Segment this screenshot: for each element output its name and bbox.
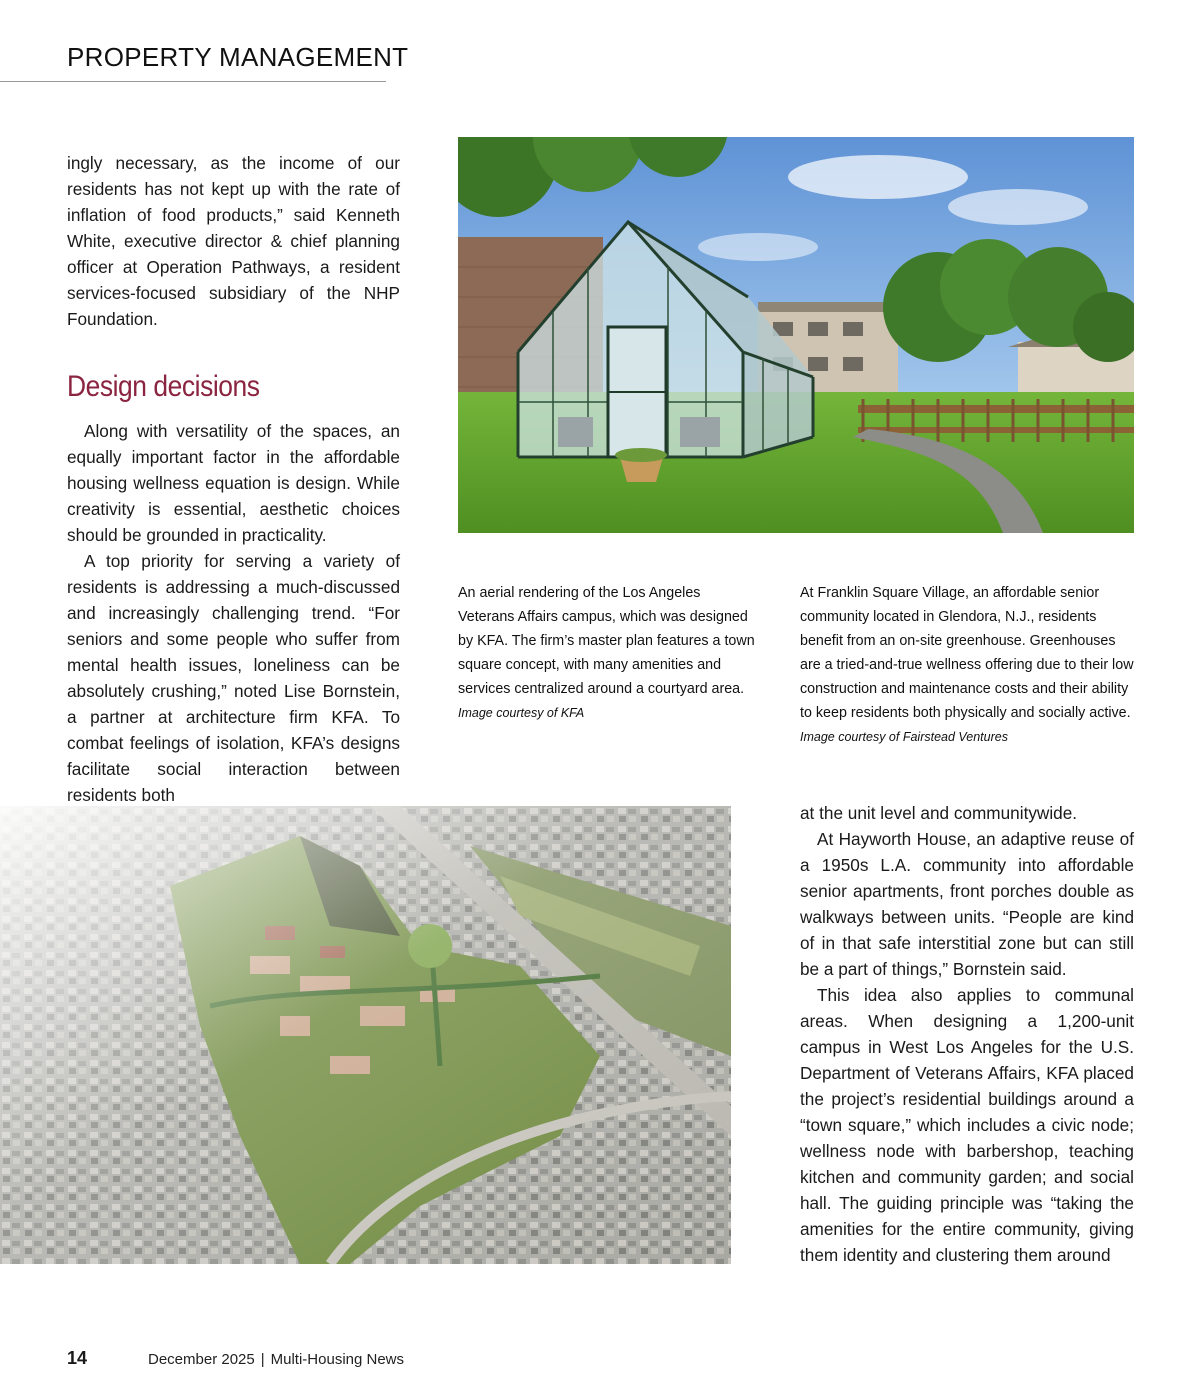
aerial-caption-credit: Image courtesy of KFA bbox=[458, 706, 585, 720]
greenhouse-caption bbox=[800, 581, 1140, 749]
aerial-caption-text: An aerial rendering of the Los Angeles Veterans Affairs campus, which was designed by KFA. The firm’s master plan features a town square concept, with many amenities and services centralized around a courtyard area. bbox=[458, 585, 755, 697]
aerial-rendering-image bbox=[0, 806, 731, 1264]
footer-publication: Multi-Housing News bbox=[270, 1351, 405, 1368]
left-paragraph-2: Along with versatility of the spaces, an equally important factor in the affordable housing wellness equation is design. While creativity is essential, aesthetic choices should be grounded in practicality. bbox=[67, 421, 400, 545]
section-heading: Design decisions bbox=[67, 370, 260, 403]
aerial-caption bbox=[458, 581, 758, 725]
left-column bbox=[67, 150, 400, 808]
page-number: 14 bbox=[67, 1348, 88, 1368]
footer-issue: December 2025 bbox=[148, 1351, 255, 1368]
section-divider bbox=[0, 81, 386, 82]
greenhouse-caption-credit: Image courtesy of Fairstead Ventures bbox=[800, 730, 1008, 744]
greenhouse-caption-text: At Franklin Square Village, an affordable senior community located in Glendora, N.J., residents benefit from an on-site greenhouse. Greenhouses are a tried-and-true wellness offering due to their low construction and maintenance costs and their ability to keep residents both physically and socially active. bbox=[800, 585, 1134, 721]
footer-separator: | bbox=[260, 1351, 265, 1368]
right-column bbox=[800, 800, 1134, 1268]
left-paragraph-3: A top priority for serving a variety of residents is addressing a much-discussed and increasingly challenging trend. “For seniors and some people who suffer from mental health issues, loneliness can be absolutely crushing,” noted Lise Bornstein, a partner at architecture firm KFA. To combat feelings of isolation, KFA’s designs facilitate social interaction between residents both bbox=[67, 551, 400, 805]
section-label: PROPERTY MANAGEMENT bbox=[67, 42, 409, 72]
greenhouse-photo bbox=[458, 137, 1134, 533]
left-paragraph-1: ingly necessary, as the income of our residents has not kept up with the rate of inflation of food products,” said Kenneth White, executive director & chief planning officer at Operation Pathways, a resident services-focused subsidiary of the NHP Foundation. bbox=[67, 153, 400, 329]
footer-info bbox=[148, 1351, 404, 1368]
right-paragraph-3: This idea also applies to communal areas. When designing a 1,200-unit campus in West Los Angeles for the U.S. Department of Veterans Affairs, KFA placed the project’s residential buildings around a “town square,” which includes a civic node; wellness node with barbershop, teaching kitchen and community garden; and social hall. The guiding principle was “taking the amenities for the entire community, giving them identity and clustering them around bbox=[800, 985, 1134, 1265]
right-paragraph-2: At Hayworth House, an adaptive reuse of a 1950s L.A. community into affordable senior apartments, front porches double as walkways between units. “People are kind of in that safe interstitial zone but can still be a part of things,” Bornstein said. bbox=[800, 829, 1134, 979]
right-paragraph-1: at the unit level and communitywide. bbox=[800, 803, 1078, 823]
